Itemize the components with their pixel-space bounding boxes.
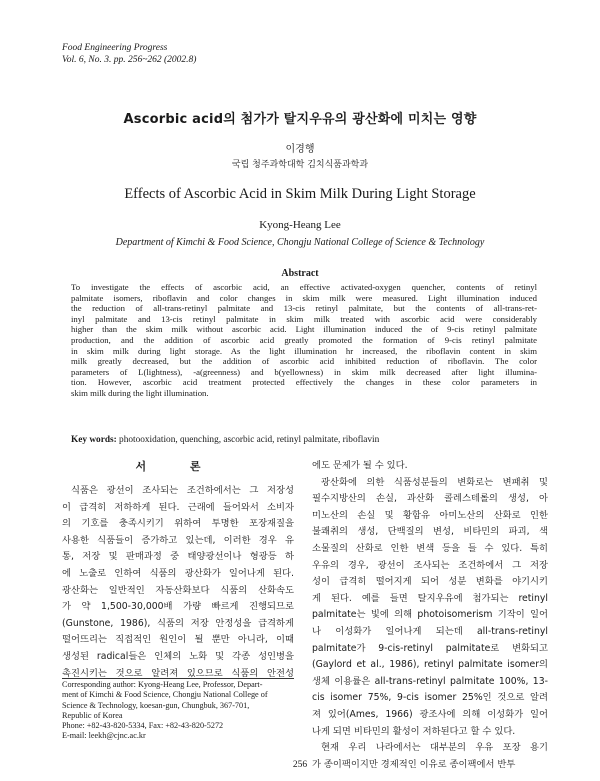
text-line: 우유의 경우, 광선이 조사되는 조건하에서 그 저장 bbox=[312, 559, 548, 571]
text-line: 떨어뜨리는 직접적인 원인이 될 뿐만 아니라, 이때 bbox=[62, 634, 294, 646]
text-line: 미노산의 손실 및 황함유 아미노산의 산화로 인한 bbox=[312, 509, 548, 521]
abstract-line: production, and the addition of ascorbic acid greatly promoted the formation of 9-cis retinyl palmitate bbox=[71, 334, 537, 345]
text-line: 사용한 식품들이 증가하고 있는데, 이러한 경우 유 bbox=[62, 534, 294, 546]
abstract-line: palmitate isomers, riboflavin and color changes in skim milk were measured. Light illumination induced bbox=[71, 292, 537, 303]
footnote-line: Republic of Korea bbox=[62, 710, 123, 720]
footnote-line: Science & Technology, koesan-gun, Chungbuk, 367-701, bbox=[62, 700, 250, 710]
english-affiliation: Department of Kimchi & Food Science, Chongju National College of Science & Technology bbox=[115, 237, 485, 248]
english-author: Kyong-Heang Lee bbox=[259, 219, 341, 231]
corresponding-author-footnote bbox=[62, 680, 300, 742]
korean-author: 이경행 bbox=[285, 144, 315, 155]
footnote-line: ment of Kimchi & Food Science, Chongju National College of bbox=[62, 690, 268, 700]
abstract-line: milk greatly decreased, but the addition of ascorbic acid inhibited reduction of riboflavin. The color bbox=[71, 356, 537, 367]
abstract-line: tion. However, ascorbic acid treatment protected effectively the changes in these color parameters in bbox=[71, 377, 537, 388]
text-line: 광산화에 의한 식품성분들의 변화로는 변패취 및 bbox=[321, 476, 548, 488]
footnote-line: Corresponding author: Kyong-Heang Lee, Professor, Depart- bbox=[62, 680, 263, 689]
footnote-line: E-mail: leekh@cjnc.ac.kr bbox=[62, 731, 146, 741]
abstract-line: higher than the skim milk without ascorbic acid. Light illumination induced the of 9-cis retinyl palmitate bbox=[71, 324, 537, 335]
text-line: 의 기호를 충족시키기 위하여 투명한 포장재질을 bbox=[62, 518, 294, 530]
text-line: 이 급격히 저하하게 된다. 근래에 들어와서 소비자 bbox=[62, 501, 294, 513]
abstract-body bbox=[71, 282, 537, 399]
keywords bbox=[71, 435, 541, 445]
text-line: 식품은 광선이 조사되는 조건하에서는 그 저장성 bbox=[71, 485, 294, 496]
text-line: 필수지방산의 손실, 과산화 콜레스테롤의 생성, 아 bbox=[312, 493, 548, 505]
english-title: Effects of Ascorbic Acid in Skim Milk During Light Storage bbox=[124, 186, 476, 202]
abstract-line: the reduction of all-trans-retinyl palmitate and 13-cis retinyl palmitate, but the contents of all-trans-ret- bbox=[71, 303, 537, 314]
korean-title: Ascorbic acid의 첨가가 탈지우유의 광산화에 미치는 영향 bbox=[123, 112, 477, 127]
abstract-heading: Abstract bbox=[281, 268, 319, 279]
text-line: 가 종이팩이지만 경제적인 이유로 종이팩에서 반투 bbox=[312, 758, 516, 770]
abstract-line: parameters of L(lightness), -a(greenness) and b(yellowness) in skim milk decreased after light illumina- bbox=[71, 366, 537, 377]
text-line: 가 약 1,500-30,000배 가량 빠르게 진행되므로 bbox=[62, 601, 294, 613]
text-line: 불쾌취의 생성, 단백질의 변성, 비타민의 파괴, 색 bbox=[312, 526, 548, 538]
introduction-right-column bbox=[312, 458, 548, 773]
text-line: 나 이성화가 일어나게 되는데 all-trans-retinyl bbox=[312, 625, 548, 637]
text-line: 광산화는 일반적인 자동산화보다 식품의 산화속도 bbox=[62, 584, 294, 596]
text-line: 에 노출로 인하여 식품의 광산화가 일어나게 된다. bbox=[62, 567, 294, 579]
page-number: 256 bbox=[292, 760, 308, 770]
text-line: 나게 되면 비타민의 활성이 저하된다고 할 수 있다. bbox=[312, 725, 516, 737]
text-line: 성이 급격히 떨어지게 되어 성분 변화를 야기시키 bbox=[312, 576, 548, 588]
text-line: 생성된 radical들은 인체의 노화 및 각종 성인병을 bbox=[62, 650, 294, 662]
text-line: 촉진시키는 것으로 알려져 있으므로 식품의 안전성 bbox=[62, 667, 294, 679]
text-line: 게 된다. 예를 들면 탈지우유에 첨가되는 retinyl bbox=[312, 592, 548, 604]
text-line: palmitate가 9-cis-retinyl palmitate로 변화되고 bbox=[312, 642, 548, 654]
introduction-heading: 서 론 bbox=[135, 460, 221, 473]
text-line: 생체 이용률은 all-trans-retinyl palmitate 100%, 13- bbox=[312, 675, 548, 687]
text-line: 현재 우리 나라에서는 대부분의 우유 포장 용기 bbox=[321, 742, 548, 754]
text-line: (Gunstone, 1986), 식품의 저장 안정성을 급격하게 bbox=[62, 617, 294, 629]
abstract-line: To investigate the effects of ascorbic acid, an effective activated-oxygen quencher, contents of retinyl bbox=[71, 282, 537, 292]
abstract-line: in skim milk during light storage. As the light illumination hr increased, the riboflavin content in skim bbox=[71, 345, 537, 356]
korean-affiliation: 국립 청주과학대학 김치식품과학과 bbox=[231, 160, 369, 170]
journal-volume: Vol. 6, No. 3. pp. 256~262 (2002.8) bbox=[62, 55, 197, 65]
footnote-divider bbox=[62, 678, 294, 679]
text-line: (Gaylord et al., 1986), retinyl palmitate isomer의 bbox=[312, 659, 548, 671]
abstract-line: inyl palmitate and 13-cis retinyl palmitate in skim milk treated with ascorbic acid were considerably bbox=[71, 313, 537, 324]
text-line: palmitate는 빛에 의해 photoisomerism 기작이 일어 bbox=[312, 609, 548, 621]
journal-name: Food Engineering Progress bbox=[62, 43, 168, 53]
text-line: cis isomer 75%, 9-cis isomer 25%인 것으로 알려 bbox=[312, 692, 548, 704]
journal-header bbox=[62, 42, 196, 66]
text-line: 에도 문제가 될 수 있다. bbox=[312, 460, 408, 471]
footnote-line: Phone: +82-43-820-5334, Fax: +82-43-820-5272 bbox=[62, 721, 224, 731]
keywords-text: photooxidation, quenching, ascorbic acid, retinyl palmitate, riboflavin bbox=[119, 435, 380, 445]
text-line: 져 있어(Ames, 1966) 광조사에 의해 이성화가 일어 bbox=[312, 708, 548, 720]
abstract-line: skim milk during the light illumination. bbox=[71, 387, 209, 398]
text-line: 통, 저장 및 판매과정 중 태양광선이나 형광등 하 bbox=[62, 551, 294, 563]
introduction-left-column bbox=[62, 483, 294, 682]
text-line: 소물질의 산화로 인한 변색 등을 들 수 있다. 특히 bbox=[312, 542, 548, 554]
keywords-label: Key words: bbox=[71, 435, 117, 445]
